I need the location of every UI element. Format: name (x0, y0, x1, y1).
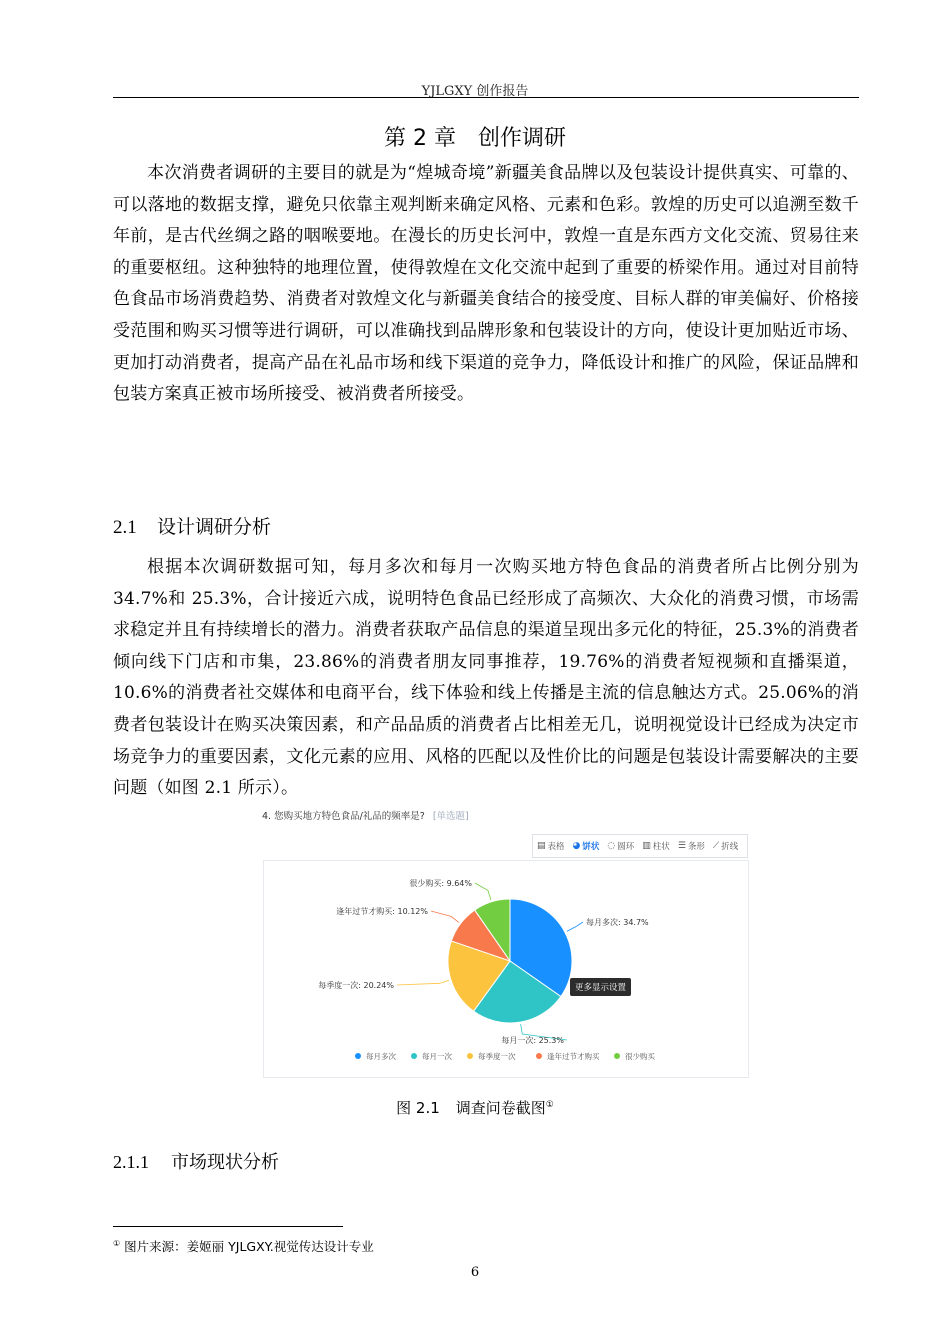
legend-swatch[interactable] (614, 1053, 620, 1059)
subsection-title: 市场现状分析 (171, 1152, 279, 1173)
chart-tool-label: 饼状 (582, 842, 600, 852)
legend-swatch[interactable] (411, 1053, 417, 1059)
pie-leader-line (567, 922, 583, 931)
pie-data-label: 逢年过节才购买: 10.12% (336, 907, 428, 916)
header-rule (113, 97, 859, 98)
pie-data-label: 每月一次: 25.3% (501, 1036, 564, 1045)
chart-tool-label: 表格 (547, 842, 565, 852)
legend-label[interactable]: 每月多次 (366, 1052, 396, 1061)
chart-tool-ring[interactable] (603, 835, 638, 857)
chart-tool-label: 柱状 (652, 842, 670, 852)
pie-chart (264, 861, 748, 1077)
chart-tool-pie[interactable] (569, 835, 604, 857)
hbar-icon: ☰ (677, 841, 686, 851)
chapter-title: 第 2 章 创作调研 (384, 126, 566, 151)
pie-leader-line (475, 883, 491, 900)
chart-tool-line[interactable] (709, 835, 742, 857)
pie-data-label: 每月多次: 34.7% (586, 918, 649, 927)
section-number: 2.1 (113, 517, 137, 538)
chart-tool-bar[interactable] (638, 835, 674, 857)
footnote-rule (113, 1226, 343, 1227)
page-number: 6 (470, 1265, 480, 1280)
section-title: 设计调研分析 (157, 516, 272, 538)
legend-label[interactable]: 很少购买 (625, 1052, 655, 1061)
running-header: YJLGXY 创作报告 (421, 84, 529, 99)
chart-tool-label: 圆环 (617, 842, 635, 852)
section-2-1-paragraph: 根据本次调研数据可知，每月多次和每月一次购买地方特色食品的消费者所占比例分别为 34.7%和 25.3%，合计接近六成，说明特色食品已经形成了高频次、大众化的消费习惯，市场需求稳定并且有持续增长的潜力。消费者获取产品信息的渠道呈现出多元化的特征，25.3%的消费者倾向线下门店和市集，23.86%的消费者朋友同事推荐，19.76%的消费者短视频和直播渠道，10.6%的消费者社交媒体和电商平台，线下体验和线上传播是主流的信息触达方式。25.06%的消费者包装设计在购买决策因素，和产品品质的消费者占比相差无几，说明视觉设计已经成为决定市场竞争力的重要因素，文化元素的应用、风格的匹配以及性价比的问题是包装设计需要解决的主要问题（如图 2.1 所示）。 (113, 557, 859, 799)
ring-icon: ◌ (607, 841, 616, 851)
bar-icon: ▥ (642, 841, 651, 851)
question-text: 4. 您购买地方特色食品/礼品的频率是? (262, 811, 425, 822)
chart-type-toolbar (532, 834, 748, 858)
chart-tool-label: 条形 (687, 842, 705, 852)
figure-caption (0, 1097, 950, 1118)
caption-text: 调查问卷截图 (455, 1099, 546, 1117)
footnote-text: 图片来源：姜姬丽 YJLGXY.视觉传达设计专业 (124, 1239, 374, 1254)
legend-label[interactable]: 每季度一次 (478, 1052, 516, 1061)
legend-swatch[interactable] (536, 1053, 542, 1059)
subsection-number: 2.1.1 (113, 1152, 149, 1172)
intro-paragraph: 本次消费者调研的主要目的就是为“煌城奇境”新疆美食品牌以及包装设计提供真实、可靠的、可以落地的数据支撑，避免只依靠主观判断来确定风格、元素和色彩。敦煌的历史可以追溯至数千年前，是古代丝绸之路的咽喉要地。在漫长的历史长河中，敦煌一直是东西方文化交流、贸易往来的重要枢纽。这种独特的地理位置，使得敦煌在文化交流中起到了重要的桥梁作用。通过对目前特色食品市场消费趋势、消费者对敦煌文化与新疆美食结合的接受度、目标人群的审美偏好、价格接受范围和购买习惯等进行调研，可以准确找到品牌形象和包装设计的方向，使设计更加贴近市场、更加打动消费者，提高产品在礼品市场和线下渠道的竞争力，降低设计和推广的风险，保证品牌和包装方案真正被市场所接受、被消费者所接受。 (113, 163, 859, 405)
pie-data-label: 每季度一次: 20.24% (318, 981, 394, 990)
pie-leader-line (431, 911, 459, 922)
legend-label[interactable]: 逢年过节才购买 (547, 1052, 600, 1061)
footnote-mark: ① (113, 1238, 121, 1248)
pie-icon: ◕ (572, 841, 581, 851)
pie-chart-panel (263, 860, 749, 1078)
survey-question (262, 808, 469, 822)
section-heading-2-1-1 (113, 1148, 279, 1174)
pie-data-label: 很少购买: 9.64% (409, 879, 472, 888)
chart-tool-hbar[interactable] (674, 835, 709, 857)
chart-tool-table[interactable] (533, 835, 569, 857)
caption-number: 图 2.1 (396, 1099, 440, 1117)
legend-swatch[interactable] (467, 1053, 473, 1059)
section-heading-2-1 (113, 512, 271, 539)
caption-footnote-mark: ① (545, 1100, 554, 1110)
question-type: [单选题] (432, 811, 469, 822)
pie-leader-line (397, 980, 449, 985)
table-icon: ▤ (537, 841, 546, 851)
more-settings-tooltip[interactable]: 更多显示设置 (570, 978, 631, 996)
legend-label[interactable]: 每月一次 (422, 1052, 452, 1061)
line-icon: ⟋ (712, 841, 720, 851)
legend-swatch[interactable] (355, 1053, 361, 1059)
footnote (113, 1237, 374, 1255)
chart-tool-label: 折线 (721, 842, 739, 852)
